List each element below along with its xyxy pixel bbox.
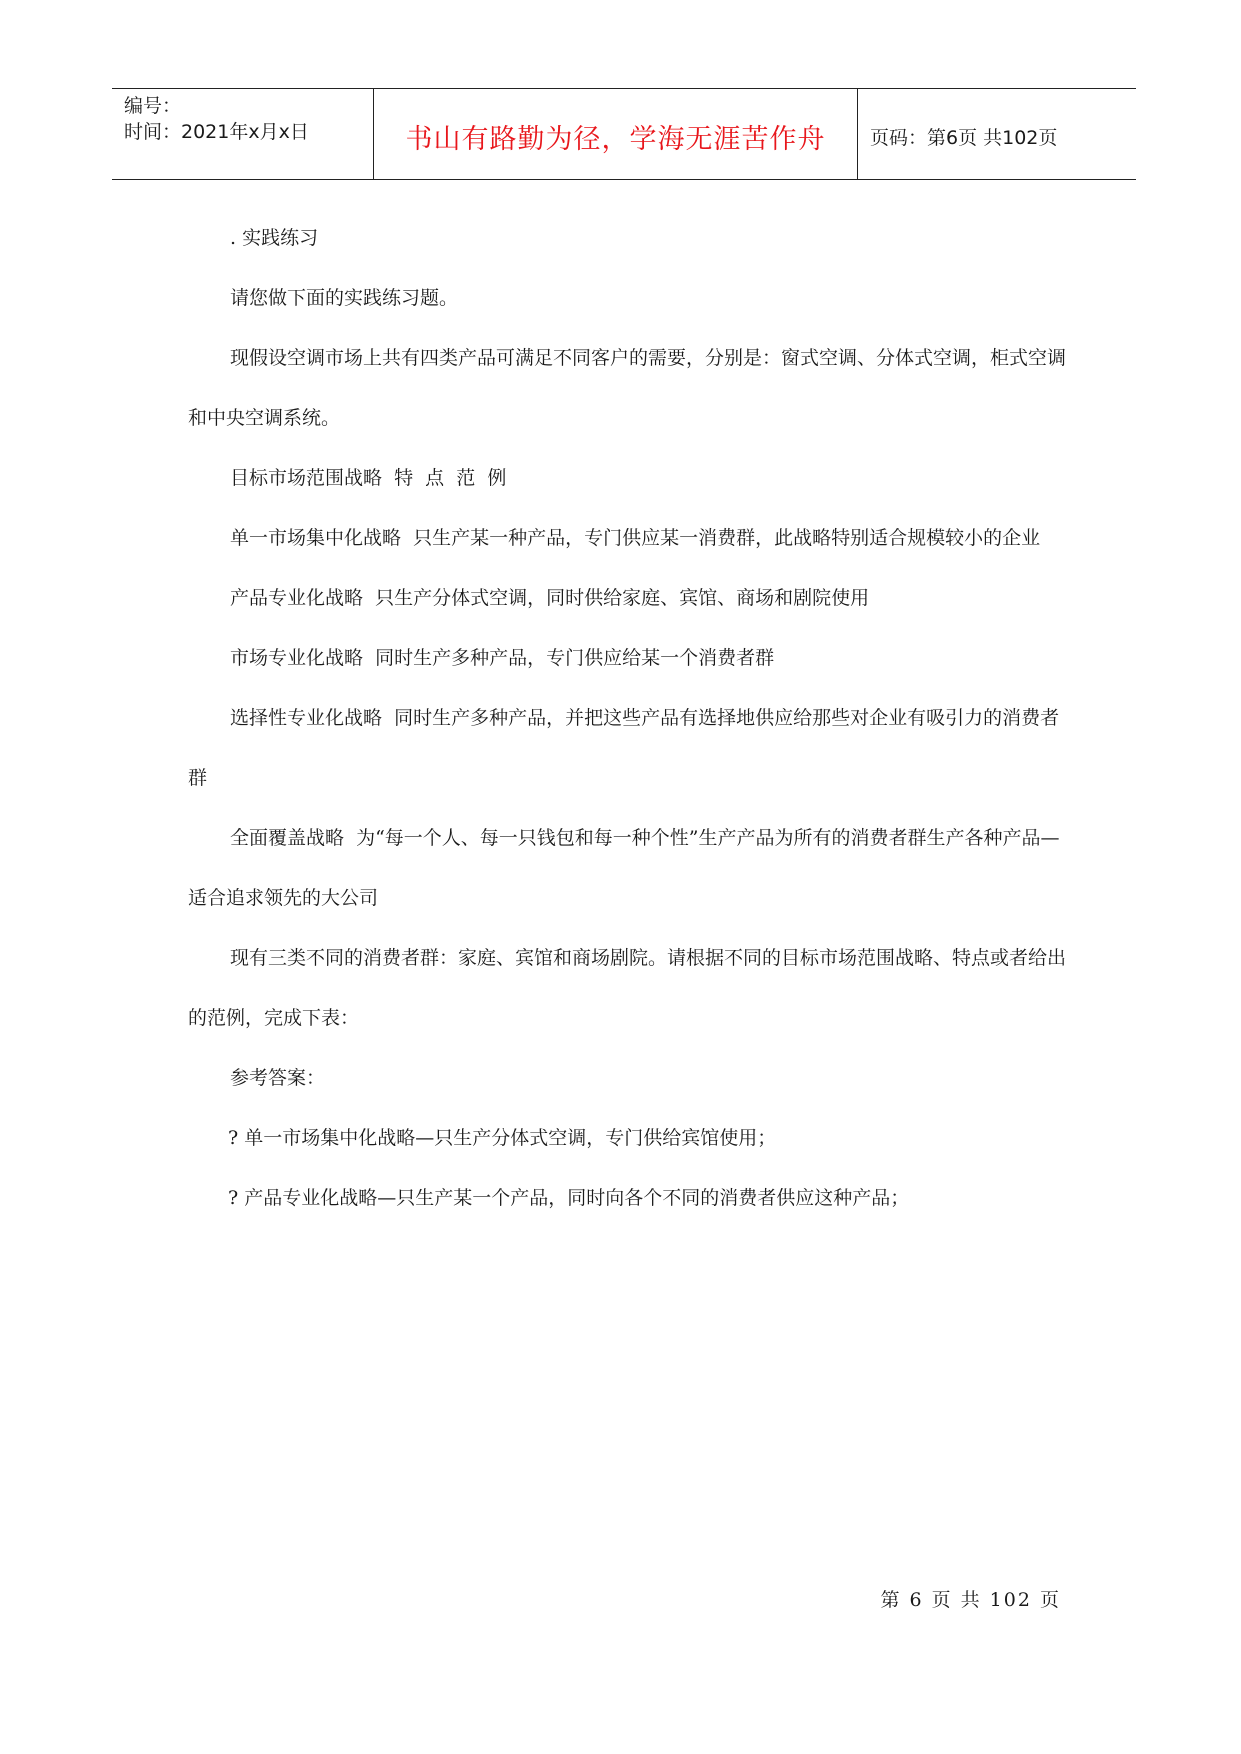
- answer-item: ? 单一市场集中化战略—只生产分体式空调，专门供给宾馆使用；: [228, 1127, 777, 1149]
- header-page-info: [858, 89, 1136, 179]
- answer-heading: 参考答案：: [230, 1067, 326, 1089]
- page-footer: [880, 1585, 1061, 1612]
- strategy-row: 单一市场集中化战略 只生产某一种产品，专门供应某一消费群，此战略特别适合规模较小的企业: [230, 527, 1041, 549]
- paragraph: 现有三类不同的消费者群：家庭、宾馆和商场剧院。请根据不同的目标市场范围战略、特点或者给出的范例，完成下表：: [188, 947, 1067, 1029]
- table-header-row: 目标市场范围战略 特 点 范 例: [230, 467, 507, 489]
- motto-text: 书山有路勤为径，学海无涯苦作舟: [405, 123, 826, 155]
- document-body: [188, 208, 1066, 1228]
- time-label: 时间：2021年x月x日: [124, 121, 309, 143]
- header-motto: [374, 89, 858, 179]
- header-meta: [112, 89, 374, 179]
- page-header: [112, 88, 1136, 180]
- answer-item: ? 产品专业化战略—只生产某一个产品，同时向各个不同的消费者供应这种产品；: [228, 1187, 910, 1209]
- strategy-row: 市场专业化战略 同时生产多种产品，专门供应给某一个消费者群: [230, 647, 775, 669]
- section-title: . 实践练习: [230, 227, 319, 249]
- serial-label: 编号：: [124, 95, 182, 117]
- footer-page-number: 第 6 页 共 102 页: [880, 1589, 1061, 1611]
- strategy-row: 选择性专业化战略 同时生产多种产品，并把这些产品有选择地供应给那些对企业有吸引力的消费者群: [188, 707, 1060, 789]
- strategy-row: 产品专业化战略 只生产分体式空调，同时供给家庭、宾馆、商场和剧院使用: [230, 587, 870, 609]
- strategy-row: 全面覆盖战略 为“每一个人、每一只钱包和每一种个性”生产产品为所有的消费者群生产各种产品—适合追求领先的大公司: [188, 827, 1060, 909]
- paragraph: 请您做下面的实践练习题。: [230, 287, 459, 309]
- paragraph: 现假设空调市场上共有四类产品可满足不同客户的需要，分别是：窗式空调、分体式空调，柜式空调和中央空调系统。: [188, 347, 1067, 429]
- page-label: 页码：第6页 共102页: [870, 126, 1058, 149]
